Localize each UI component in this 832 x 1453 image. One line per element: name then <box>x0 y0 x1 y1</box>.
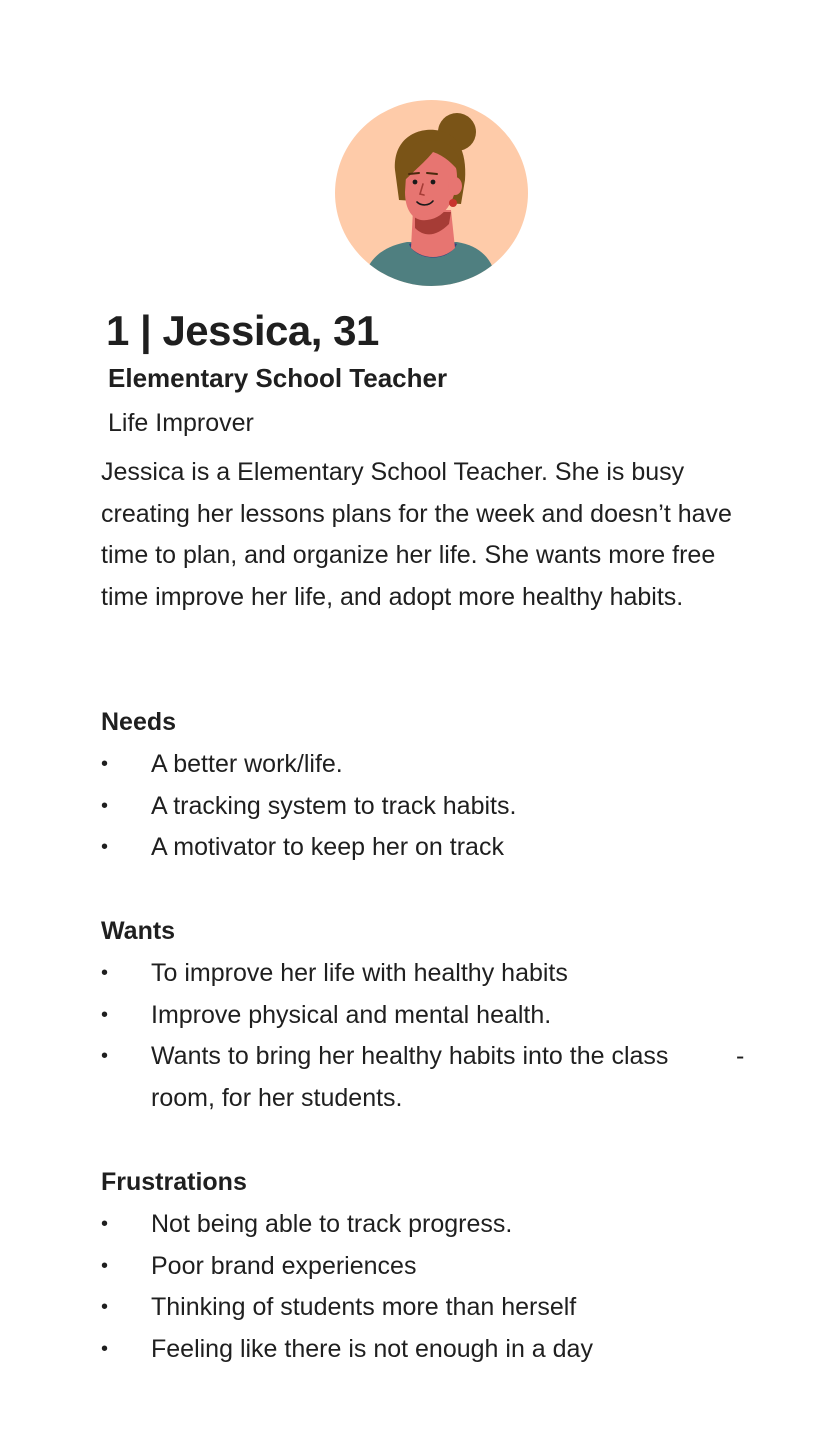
bullet: • <box>101 1003 109 1026</box>
left-eye <box>413 180 418 185</box>
persona-title: 1 | Jessica, 31 <box>106 307 379 354</box>
frustrations-item <box>101 1287 761 1329</box>
needs-item-text: A motivator to keep her on track <box>151 833 504 862</box>
bullet: • <box>101 753 109 775</box>
ear <box>448 177 462 195</box>
bullet: • <box>101 1045 109 1068</box>
right-eye <box>431 180 436 185</box>
needs-item <box>101 786 761 828</box>
wants-item-text: Improve physical and mental health. <box>151 1000 552 1029</box>
wants-item <box>101 1036 761 1119</box>
persona-bio: Jessica is a Elementary School Teacher. She is busy creating her lessons plans for the week and doesn’t have time to plan, and organize her life. She wants more free time improve her life, and adopt more healthy habits. <box>101 458 732 612</box>
woman-avatar-illustration <box>335 100 528 286</box>
frustrations-heading: Frustrations <box>101 1168 247 1196</box>
wants-item <box>101 995 761 1037</box>
bullet: • <box>101 1213 109 1235</box>
needs-item-text: A better work/life. <box>151 750 343 778</box>
wants-item-text: To improve her life with healthy habits <box>151 959 568 987</box>
right-brow <box>427 173 437 174</box>
frustrations-item-text: Thinking of students more than herself <box>151 1293 577 1322</box>
needs-item <box>101 827 761 869</box>
persona-archetype: Life Improver <box>108 409 254 437</box>
frustrations-item <box>101 1204 761 1246</box>
frustrations-item <box>101 1246 761 1288</box>
frustrations-list <box>101 1204 761 1371</box>
persona-occupation: Elementary School Teacher <box>108 363 448 393</box>
bullet: • <box>101 794 109 817</box>
frustrations-item-text: Poor brand experiences <box>151 1251 417 1280</box>
frustrations-item-text: Feeling like there is not enough in a day <box>151 1335 593 1364</box>
frustrations-item <box>101 1329 761 1371</box>
bullet: • <box>101 962 109 984</box>
bullet: • <box>101 1338 109 1361</box>
wants-item-text: Wants to bring her healthy habits into the class room, for her students. <box>151 1042 669 1113</box>
earring <box>449 199 457 207</box>
needs-item-text: A tracking system to track habits. <box>151 791 517 820</box>
persona-avatar <box>335 100 528 286</box>
bullet: • <box>101 1254 109 1277</box>
needs-heading: Needs <box>101 708 177 736</box>
hyphen-mark: - <box>736 1042 745 1071</box>
frustrations-item-text: Not being able to track progress. <box>151 1210 513 1238</box>
bullet: • <box>101 1296 109 1319</box>
wants-list <box>101 953 761 1120</box>
left-brow <box>409 173 419 174</box>
needs-item <box>101 744 761 786</box>
wants-item <box>101 953 761 995</box>
needs-list <box>101 744 761 869</box>
wants-heading: Wants <box>101 917 176 945</box>
bullet: • <box>101 836 109 859</box>
